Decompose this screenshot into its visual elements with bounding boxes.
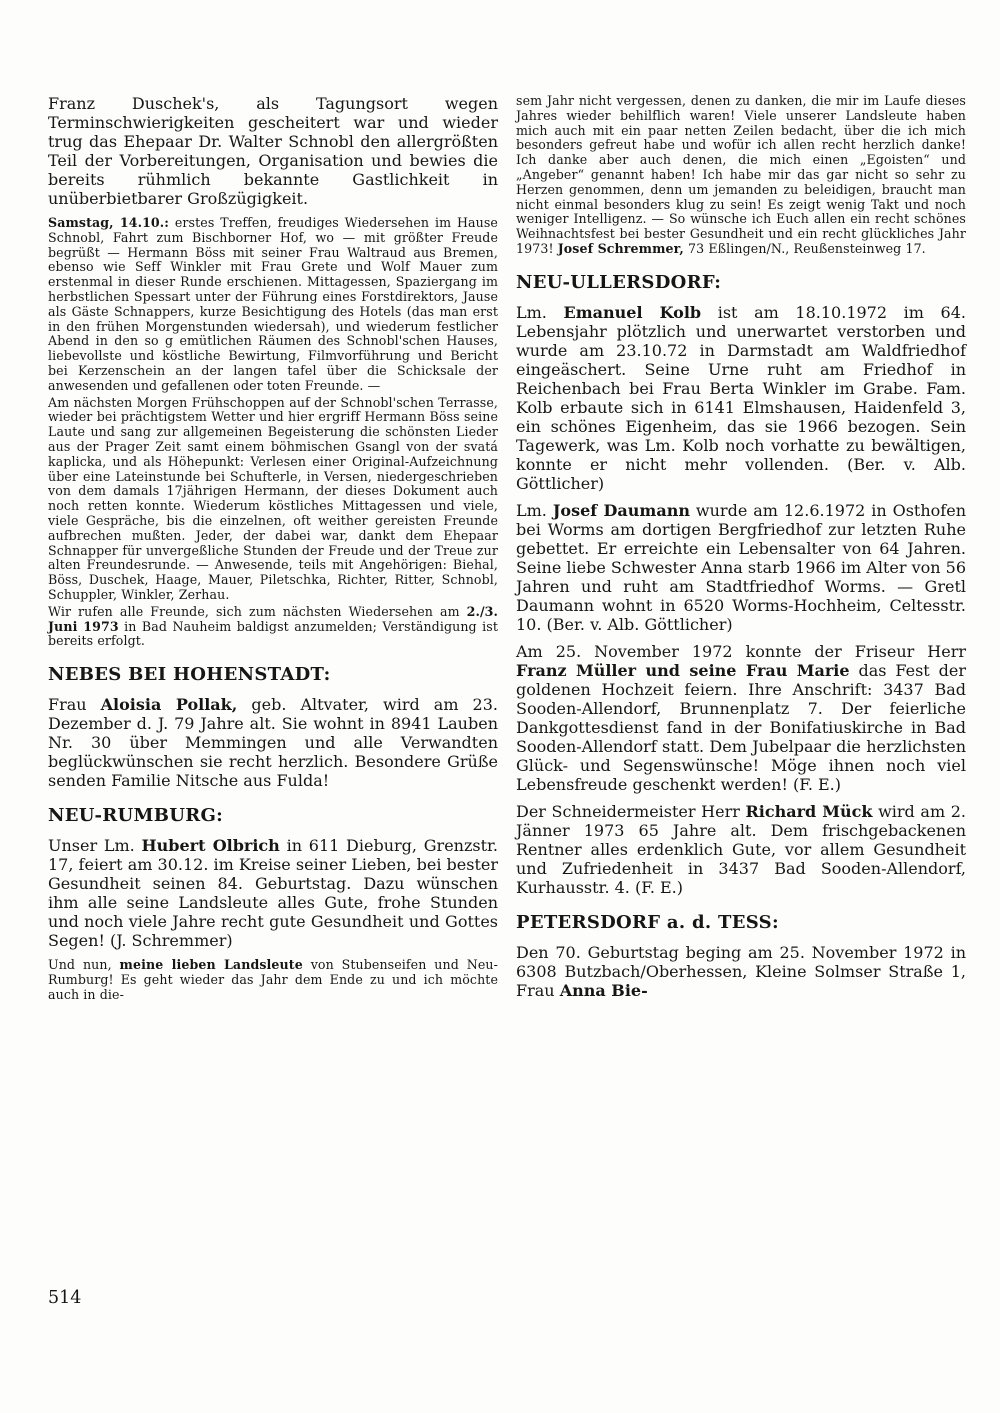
emphasized-text: Emanuel Kolb: [563, 302, 702, 322]
paragraph: [48, 94, 498, 208]
text-run: Wir rufen alle Freunde, sich zum nächsten Wiedersehen am: [48, 603, 467, 619]
text-run: in Bad Nauheim baldigst anzumelden; Verständigung ist bereits erfolgt.: [48, 618, 498, 649]
text-run: Lm.: [516, 302, 564, 322]
section-heading: NEBES BEI HOHENSTADT:: [48, 664, 331, 686]
emphasized-text: meine lieben Landsleute: [119, 957, 303, 973]
paragraph: [516, 501, 966, 634]
text-run: Lm.: [516, 500, 553, 520]
text-run: Und nun,: [48, 957, 120, 973]
text-run: das Fest der goldenen Hochzeit feiern. Ihre Anschrift: 3437 Bad Sooden-Allendorf, Brunnenplatz 7. Der feierliche Dankgottesdienst fand in der Bonifatiuskirche in Bad Sooden-Allendorf statt. Dem Jubelpaar die herzlichsten Glück- und Segenswünsche! Möge ihnen noch viel Lebensfreude geschenkt werden! (F. E.): [516, 660, 966, 794]
paragraph: [48, 396, 498, 603]
text-run: Am 25. November 1972 konnte der Friseur Herr: [516, 641, 966, 661]
text-run: ist am 18.10.1972 im 64. Lebensjahr plötzlich und unerwartet verstorben und wurde am 23.10.72 in Darmstadt am Waldfriedhof eingeäschert. Seine Urne ruht am Friedhof in Reichenbach bei Frau Berta Winkler im Grabe. Fam. Kolb erbaute sich in 6141 Elmshausen, Haidenfeld 3, ein schönes Eigenheim, das sie 1966 bezogen. Sein Tagewerk, was Lm. Kolb noch vorhatte zu bewältigen, konnte er nicht mehr vollenden. (Ber. v. Alb. Göttlicher): [516, 302, 966, 493]
text-run: Franz Duschek's, als Tagungsort wegen Terminschwierigkeiten gescheitert war und wieder trug das Ehepaar Dr. Walter Schnobl den allergrößten Teil der Vorbereitungen, Organisation und bewies die bereits rühmlich bekannte Gastlichkeit in unüberbietbarer Großzügigkeit.: [48, 94, 498, 208]
section-heading: NEU-ULLERSDORF:: [516, 271, 722, 293]
paragraph: [516, 94, 966, 257]
text-run: Am nächsten Morgen Frühschoppen auf der Schnobl'schen Terrasse, wieder bei prächtigstem Wetter und hier ergriff Hermann Böss seine Laute und sang zur allgemeinen Begeisterung die schönsten Lieder aus der Prager Zeit samt einem böhmischen Gsangl von der svatá kaplicka, und als Höhepunkt: Verlesen einer Original-Aufzeichnung über eine Lateinstunde bei Schufterle, in Versen, niedergeschrieben von dem damals 17jährigen Hermann, der dieses Dokument auch noch retten konnte. Wiederum köstliches Mittagessen und viele, viele Gespräche, bis die einzelnen, oft weither gereisten Freunde aufbrechen mußten. Jeder, der dabei war, dankt dem Ehepaar Schnapper für unvergeßliche Stunden der Freude und der Treue zur alten Freundesrunde. — Anwesende, teils mit Angehörigen: Biehal, Böss, Duschek, Haage, Mauer, Piletschka, Richter, Ritter, Schnobl, Schuppler, Winkler, Zerhau.: [48, 394, 498, 602]
section-heading: PETERSDORF a. d. TESS:: [516, 911, 779, 933]
emphasized-text: Hubert Olbrich: [141, 836, 280, 856]
emphasized-text: Josef Daumann: [552, 500, 690, 520]
emphasized-text: Franz Müller und seine Frau Marie: [516, 660, 850, 680]
emphasized-text: Aloisia Pollak,: [100, 695, 238, 715]
text-run: erstes Treffen, freudiges Wiedersehen im Hause Schnobl, Fahrt zum Bischborner Hof, wo — mit größter Freude begrüßt — Hermann Böss mit seiner Frau Waltraud aus Bremen, ebenso wie Seff Winkler mit Frau Grete und Wolf Mauer zum erstenmal in dieser Runde erschienen. Mittagessen, Spaziergang im herbstlichen Spessart unter der Führung eines Forstdirektors, Jause als Gäste Schnappers, kurze Besichtigung des Hotels (das man erst in den frühen Morgenstunden wiedersah), und wiederum festlicher Abend in den so g emütlichen Räumen des Schnobl'schen Hauses, liebevollste und köstliche Bewirtung, Filmvorführung und Bericht bei Kerzenschein an der langen tafel über die Schicksale der anwesenden und gefallenen oder toten Freunde. —: [48, 215, 498, 393]
paragraph: [516, 303, 966, 493]
page-number: 514: [48, 1288, 82, 1308]
text-run: geb. Altvater, wird am 23. Dezember d. J. 79 Jahre alt. Sie wohnt in 8941 Lauben Nr. 30 über Memmingen und alle Verwandten beglückwünschen sie recht herzlich. Besondere Grüße senden Familie Nitsche aus Fulda!: [48, 695, 498, 791]
emphasized-text: Richard Mück: [745, 801, 873, 821]
text-run: Unser Lm.: [48, 836, 142, 856]
emphasized-text: Anna Bie-: [559, 980, 648, 1000]
text-run: wurde am 12.6.1972 in Osthofen bei Worms am dortigen Bergfriedhof zur letzten Ruhe gebettet. Er erreichte ein Lebensalter von 64 Jahren. Seine liebe Schwester Anna starb 1966 im Alter von 56 Jahren und ruht am Stadtfriedhof Worms. — Gretl Daumann wohnt in 6520 Worms-Hochheim, Celtesstr. 10. (Ber. v. Alb. Göttlicher): [516, 500, 966, 634]
paragraph: [48, 836, 498, 950]
emphasized-text: 2./3. Juni 1973: [48, 603, 498, 634]
text-run: 73 Eßlingen/N., Reußensteinweg 17.: [683, 240, 926, 256]
paragraph: [48, 695, 498, 790]
paragraph: [516, 802, 966, 897]
section-heading: NEU-RUMBURG:: [48, 805, 224, 827]
text-run: von Stubenseifen und Neu-Rumburg! Es geht wieder das Jahr dem Ende zu und ich möchte auch in die-: [48, 957, 498, 1002]
paragraph: [516, 943, 966, 1000]
text-run: Der Schneidermeister Herr: [516, 801, 746, 821]
text-run: Den 70. Geburtstag beging am 25. November 1972 in 6308 Butzbach/Oberhessen, Kleine Solmser Straße 1, Frau: [516, 942, 966, 1000]
text-run: Frau: [48, 695, 101, 715]
column-left: [48, 94, 498, 1008]
paragraph: [516, 642, 966, 794]
text-run: wird am 2. Jänner 1973 65 Jahre alt. Dem frischgebackenen Rentner alles erdenklich Gute, vor allem Gesundheit und Zufriedenheit in 3437 Bad Sooden-Allendorf, Kurhausstr. 4. (F. E.): [516, 801, 966, 897]
text-run: sem Jahr nicht vergessen, denen zu danken, die mir im Laufe dieses Jahres wieder behilflich waren! Viele unserer Landsleute haben mich auch mit ein paar netten Zeilen bedacht, über die ich mich besonders gefreut habe und wofür ich allen recht herzlich danke! Ich danke aber auch denen, die mich einen „Egoisten“ und „Angeber“ genannt haben! Ich habe mir das gar nicht so sehr zu Herzen genommen, denn um jemanden zu beleidigen, braucht man nicht einmal besonders klug zu sein! Es zeigt wenig Takt und noch weniger Intelligenz. — So wünsche ich Euch allen ein recht schönes Weihnachtsfest bei bester Gesundheit und ein recht glückliches Jahr 1973!: [516, 93, 966, 256]
emphasized-text: Samstag, 14.10.:: [48, 215, 170, 230]
emphasized-text: Josef Schremmer,: [557, 240, 684, 256]
paragraph: [48, 216, 498, 394]
paragraph: [48, 958, 498, 1002]
text-run: in 611 Dieburg, Grenzstr. 17, feiert am 30.12. im Kreise seiner Lieben, bei bester Gesundheit seinen 84. Geburtstag. Dazu wünschen ihm alle seine Landsleute alles Gute, frohe Stunden und noch viele Jahre recht gute Gesundheit und Gottes Segen! (J. Schremmer): [48, 836, 499, 951]
paragraph: [48, 605, 498, 649]
column-right: [516, 94, 966, 1008]
